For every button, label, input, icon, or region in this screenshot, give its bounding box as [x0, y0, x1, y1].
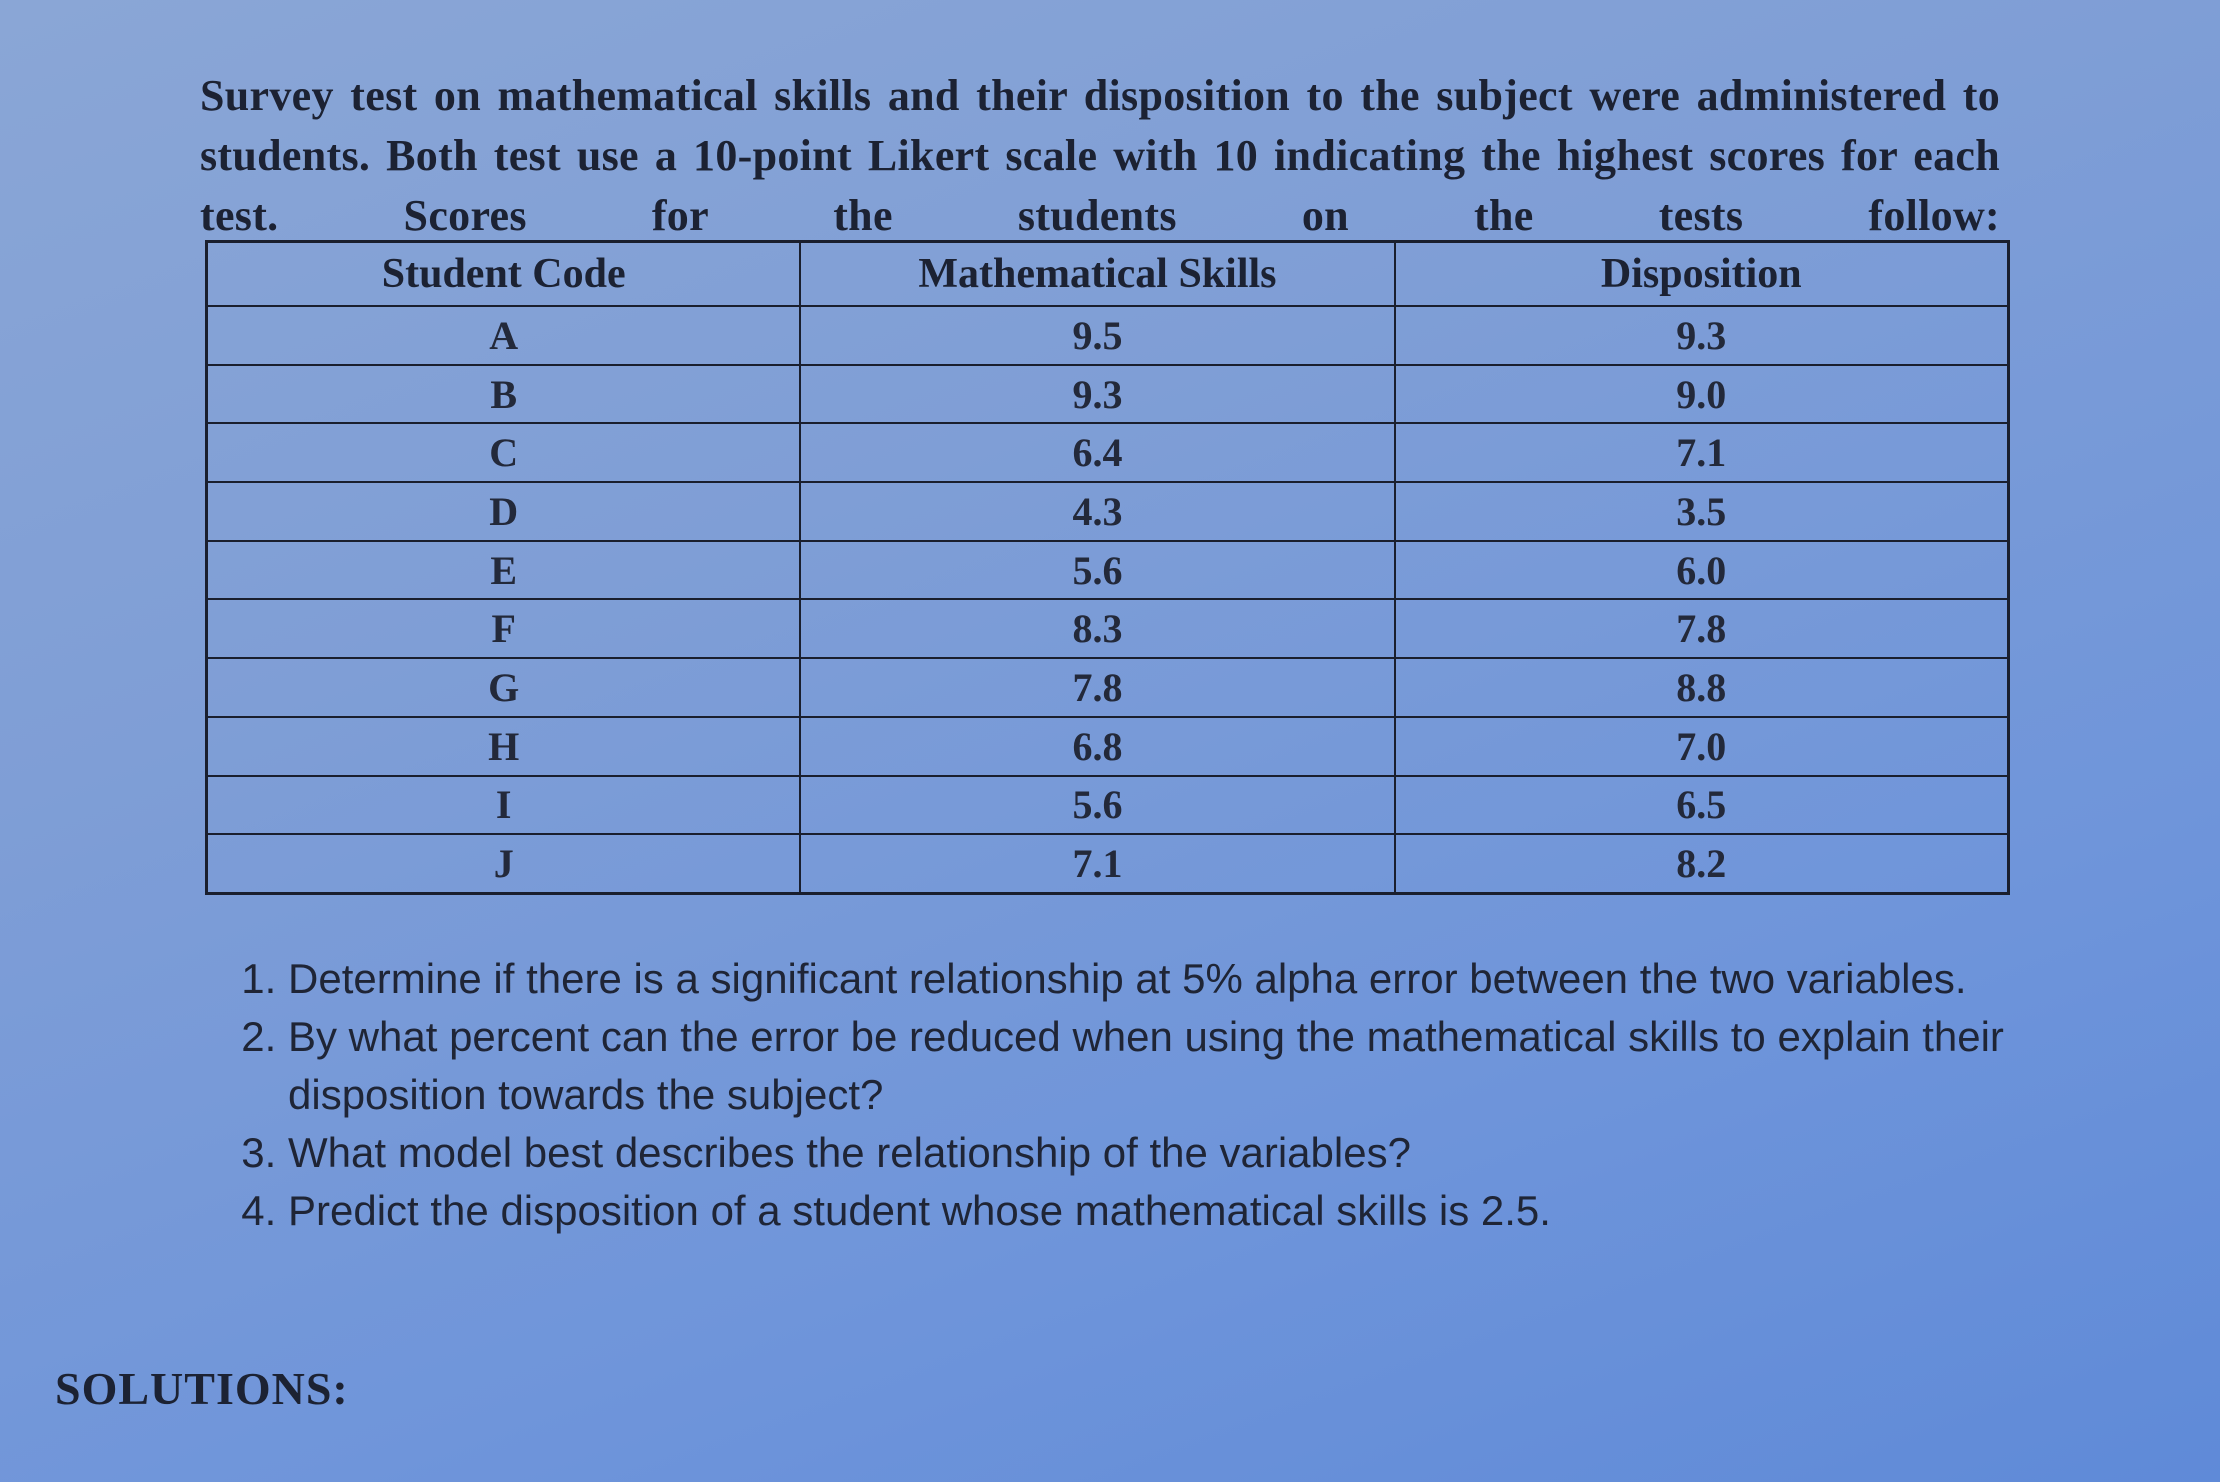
table-row: [207, 599, 2009, 658]
math-skills-cell: 7.8: [800, 658, 1394, 717]
header-mathematical-skills: Mathematical Skills: [800, 242, 1394, 307]
disposition-cell: 6.0: [1395, 541, 2009, 600]
table-row: [207, 365, 2009, 424]
disposition-cell: 7.0: [1395, 717, 2009, 776]
header-student-code: Student Code: [207, 242, 801, 307]
disposition-cell: 3.5: [1395, 482, 2009, 541]
student-code-cell: E: [207, 541, 801, 600]
math-skills-cell: 7.1: [800, 834, 1394, 893]
table-row: [207, 717, 2009, 776]
disposition-cell: 8.2: [1395, 834, 2009, 893]
disposition-cell: 7.8: [1395, 599, 2009, 658]
disposition-cell: 9.0: [1395, 365, 2009, 424]
student-code-cell: D: [207, 482, 801, 541]
student-code-cell: C: [207, 423, 801, 482]
student-code-cell: I: [207, 776, 801, 835]
math-skills-cell: 9.3: [800, 365, 1394, 424]
math-skills-cell: 6.4: [800, 423, 1394, 482]
table-header-row: [207, 242, 2009, 307]
table-row: [207, 541, 2009, 600]
student-code-cell: H: [207, 717, 801, 776]
scores-table: [205, 240, 2010, 895]
intro-paragraph: Survey test on mathematical skills and their disposition to the subject were administered to students. Both test use a 10-point Likert scale with 10 indicating the highest scores for each test. Scores for the students on the tests follow:: [200, 71, 2000, 240]
question-item: 3. What model best describes the relationship of the variables?: [288, 1124, 2108, 1182]
math-skills-cell: 4.3: [800, 482, 1394, 541]
table-row: [207, 658, 2009, 717]
disposition-cell: 8.8: [1395, 658, 2009, 717]
student-code-cell: F: [207, 599, 801, 658]
math-skills-cell: 5.6: [800, 541, 1394, 600]
student-code-cell: B: [207, 365, 801, 424]
student-code-cell: A: [207, 306, 801, 365]
solutions-heading: SOLUTIONS:: [55, 1363, 349, 1414]
student-code-cell: J: [207, 834, 801, 893]
math-skills-cell: 8.3: [800, 599, 1394, 658]
table-row: [207, 306, 2009, 365]
math-skills-cell: 5.6: [800, 776, 1394, 835]
table-row: [207, 776, 2009, 835]
question-item: 1. Determine if there is a significant relationship at 5% alpha error between the two variables.: [288, 950, 2108, 1008]
table-row: [207, 834, 2009, 893]
question-item: 2. By what percent can the error be reduced when using the mathematical skills to explain their disposition towards the subject?: [288, 1008, 2108, 1124]
table-row: [207, 482, 2009, 541]
disposition-cell: 6.5: [1395, 776, 2009, 835]
disposition-cell: 9.3: [1395, 306, 2009, 365]
question-item: 4. Predict the disposition of a student whose mathematical skills is 2.5.: [288, 1182, 2108, 1240]
math-skills-cell: 9.5: [800, 306, 1394, 365]
disposition-cell: 7.1: [1395, 423, 2009, 482]
student-code-cell: G: [207, 658, 801, 717]
header-disposition: Disposition: [1395, 242, 2009, 307]
question-list: [200, 950, 2108, 1240]
math-skills-cell: 6.8: [800, 717, 1394, 776]
table-row: [207, 423, 2009, 482]
